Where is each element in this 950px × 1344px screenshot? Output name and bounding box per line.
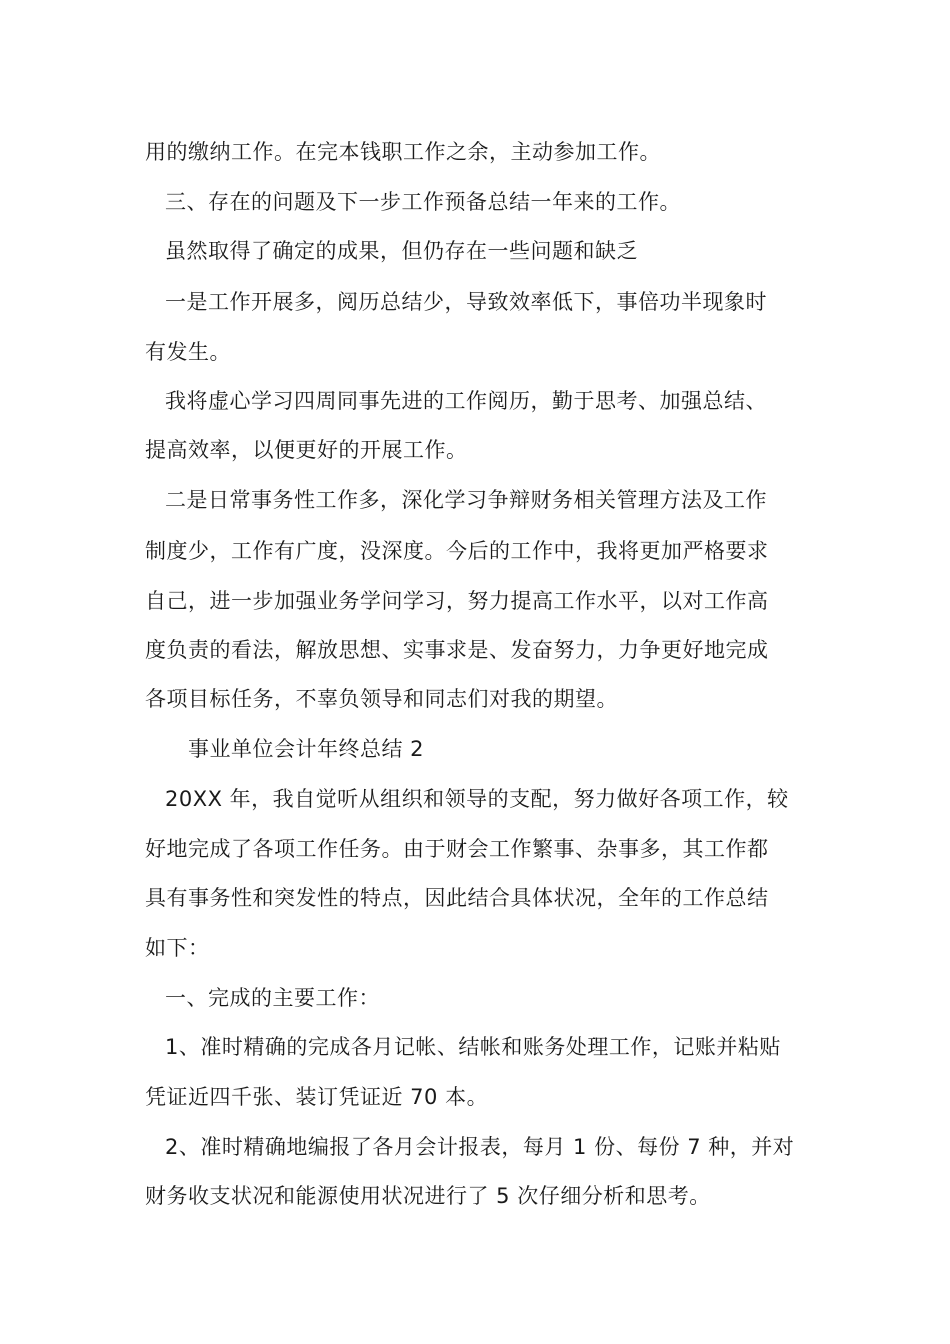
paragraph-line: 度负责的看法，解放思想、实事求是、发奋努力，力争更好地完成 [145, 638, 769, 662]
paragraph-line: 有发生。 [145, 340, 231, 364]
paragraph-line: 自己，进一步加强业务学问学习，努力提高工作水平，以对工作高 [145, 589, 769, 613]
document-title: 事业单位会计年终总结 2 [188, 737, 425, 761]
paragraph-line: 财务收支状况和能源使用状况进行了 5 次仔细分析和思考。 [145, 1184, 711, 1208]
paragraph-line: 2、准时精确地编报了各月会计报表，每月 1 份、每份 7 种，并对 [165, 1135, 795, 1159]
paragraph-line: 提高效率，以便更好的开展工作。 [145, 438, 468, 462]
paragraph-line: 如下： [145, 936, 210, 960]
paragraph-line: 用的缴纳工作。在完本钱职工作之余，主动参加工作。 [145, 140, 661, 164]
paragraph-line: 虽然取得了确定的成果，但仍存在一些问题和缺乏 [165, 239, 638, 263]
paragraph-line: 好地完成了各项工作任务。由于财会工作繁事、杂事多，其工作都 [145, 837, 769, 861]
paragraph-line: 一是工作开展多，阅历总结少，导致效率低下，事倍功半现象时 [165, 290, 767, 314]
section-heading: 一、完成的主要工作： [165, 986, 380, 1010]
paragraph-line: 二是日常事务性工作多，深化学习争辩财务相关管理方法及工作 [165, 488, 767, 512]
paragraph-line: 凭证近四千张、装订凭证近 70 本。 [145, 1085, 489, 1109]
paragraph-line: 20XX 年，我自觉听从组织和领导的支配，努力做好各项工作，较 [165, 787, 789, 811]
paragraph-line: 各项目标任务，不辜负领导和同志们对我的期望。 [145, 687, 618, 711]
paragraph-line: 我将虚心学习四周同事先进的工作阅历，勤于思考、加强总结、 [165, 389, 767, 413]
section-heading: 三、存在的问题及下一步工作预备总结一年来的工作。 [165, 190, 681, 214]
paragraph-line: 1、准时精确的完成各月记帐、结帐和账务处理工作，记账并粘贴 [165, 1035, 781, 1059]
paragraph-line: 具有事务性和突发性的特点，因此结合具体状况，全年的工作总结 [145, 886, 769, 910]
paragraph-line: 制度少，工作有广度，没深度。今后的工作中，我将更加严格要求 [145, 539, 769, 563]
